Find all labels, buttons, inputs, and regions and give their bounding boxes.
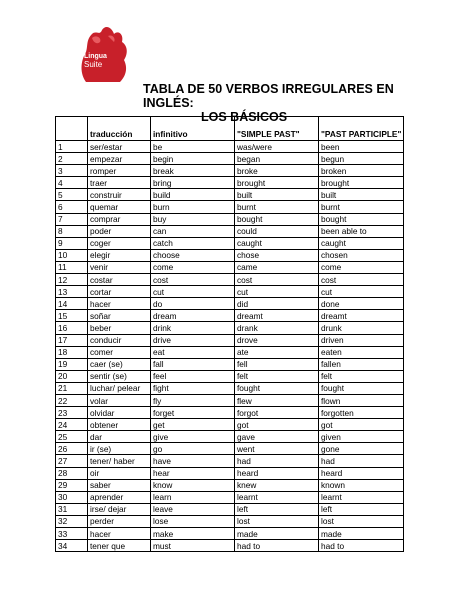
row-number: 12 [56, 274, 88, 286]
past-participle-cell: lost [319, 515, 404, 527]
simple-past-cell: had to [235, 540, 319, 552]
traduccion-cell: ser/estar [88, 141, 151, 153]
row-number: 3 [56, 165, 88, 177]
row-number: 21 [56, 382, 88, 394]
infinitivo-cell: must [151, 540, 235, 552]
traduccion-cell: hacer [88, 528, 151, 540]
table-row [56, 322, 404, 334]
table-row [56, 540, 404, 552]
past-participle-cell: come [319, 261, 404, 273]
row-number: 31 [56, 503, 88, 515]
infinitivo-cell: dream [151, 310, 235, 322]
header-traduccion: traducción [88, 117, 151, 141]
row-number: 6 [56, 201, 88, 213]
past-participle-cell: eaten [319, 346, 404, 358]
simple-past-cell: came [235, 261, 319, 273]
simple-past-cell: heard [235, 467, 319, 479]
infinitivo-cell: choose [151, 249, 235, 261]
traduccion-cell: conducir [88, 334, 151, 346]
row-number: 27 [56, 455, 88, 467]
past-participle-cell: known [319, 479, 404, 491]
table-row [56, 261, 404, 273]
table-row [56, 298, 404, 310]
traduccion-cell: caer (se) [88, 358, 151, 370]
table-row [56, 503, 404, 515]
row-number: 8 [56, 225, 88, 237]
simple-past-cell: felt [235, 370, 319, 382]
infinitivo-cell: build [151, 189, 235, 201]
simple-past-cell: drove [235, 334, 319, 346]
infinitivo-cell: make [151, 528, 235, 540]
traduccion-cell: saber [88, 479, 151, 491]
infinitivo-cell: fall [151, 358, 235, 370]
table-row [56, 165, 404, 177]
past-participle-cell: cut [319, 286, 404, 298]
traduccion-cell: poder [88, 225, 151, 237]
infinitivo-cell: drive [151, 334, 235, 346]
table-row [56, 479, 404, 491]
infinitivo-cell: break [151, 165, 235, 177]
row-number: 34 [56, 540, 88, 552]
row-number: 20 [56, 370, 88, 382]
simple-past-cell: learnt [235, 491, 319, 503]
table-row [56, 225, 404, 237]
infinitivo-cell: begin [151, 153, 235, 165]
past-participle-cell: flown [319, 394, 404, 406]
traduccion-cell: tener/ haber [88, 455, 151, 467]
past-participle-cell: driven [319, 334, 404, 346]
infinitivo-cell: leave [151, 503, 235, 515]
infinitivo-cell: get [151, 419, 235, 431]
past-participle-cell: built [319, 189, 404, 201]
table-row [56, 358, 404, 370]
traduccion-cell: coger [88, 237, 151, 249]
table-row [56, 419, 404, 431]
simple-past-cell: cut [235, 286, 319, 298]
row-number: 17 [56, 334, 88, 346]
past-participle-cell: chosen [319, 249, 404, 261]
infinitivo-cell: cost [151, 274, 235, 286]
table-row [56, 528, 404, 540]
table-row [56, 382, 404, 394]
infinitivo-cell: be [151, 141, 235, 153]
simple-past-cell: flew [235, 394, 319, 406]
row-number: 1 [56, 141, 88, 153]
simple-past-cell: went [235, 443, 319, 455]
header-number [56, 117, 88, 141]
past-participle-cell: been able to [319, 225, 404, 237]
row-number: 10 [56, 249, 88, 261]
simple-past-cell: bought [235, 213, 319, 225]
header-simple-past: "SIMPLE PAST" [235, 117, 319, 141]
infinitivo-cell: feel [151, 370, 235, 382]
table-row [56, 141, 404, 153]
table-row [56, 394, 404, 406]
traduccion-cell: sentir (se) [88, 370, 151, 382]
past-participle-cell: left [319, 503, 404, 515]
row-number: 15 [56, 310, 88, 322]
simple-past-cell: began [235, 153, 319, 165]
row-number: 26 [56, 443, 88, 455]
past-participle-cell: forgotten [319, 407, 404, 419]
past-participle-cell: had [319, 455, 404, 467]
infinitivo-cell: forget [151, 407, 235, 419]
row-number: 24 [56, 419, 88, 431]
past-participle-cell: caught [319, 237, 404, 249]
infinitivo-cell: go [151, 443, 235, 455]
row-number: 9 [56, 237, 88, 249]
table-row [56, 515, 404, 527]
table-row [56, 334, 404, 346]
traduccion-cell: ir (se) [88, 443, 151, 455]
header-past-participle: "PAST PARTICIPLE" [319, 117, 404, 141]
row-number: 2 [56, 153, 88, 165]
table-row [56, 431, 404, 443]
infinitivo-cell: fight [151, 382, 235, 394]
table-row [56, 443, 404, 455]
past-participle-cell: done [319, 298, 404, 310]
traduccion-cell: irse/ dejar [88, 503, 151, 515]
table-row [56, 153, 404, 165]
traduccion-cell: soñar [88, 310, 151, 322]
row-number: 18 [56, 346, 88, 358]
infinitivo-cell: do [151, 298, 235, 310]
infinitivo-cell: give [151, 431, 235, 443]
simple-past-cell: built [235, 189, 319, 201]
row-number: 22 [56, 394, 88, 406]
past-participle-cell: been [319, 141, 404, 153]
infinitivo-cell: eat [151, 346, 235, 358]
simple-past-cell: lost [235, 515, 319, 527]
past-participle-cell: given [319, 431, 404, 443]
traduccion-cell: perder [88, 515, 151, 527]
infinitivo-cell: catch [151, 237, 235, 249]
infinitivo-cell: can [151, 225, 235, 237]
table-row [56, 274, 404, 286]
simple-past-cell: brought [235, 177, 319, 189]
past-participle-cell: begun [319, 153, 404, 165]
table-row [56, 310, 404, 322]
past-participle-cell: bought [319, 213, 404, 225]
simple-past-cell: caught [235, 237, 319, 249]
past-participle-cell: dreamt [319, 310, 404, 322]
traduccion-cell: dar [88, 431, 151, 443]
row-number: 11 [56, 261, 88, 273]
row-number: 7 [56, 213, 88, 225]
row-number: 16 [56, 322, 88, 334]
table-header-row [56, 117, 404, 141]
simple-past-cell: fought [235, 382, 319, 394]
past-participle-cell: broken [319, 165, 404, 177]
title-line2: LOS BÁSICOS [201, 110, 288, 124]
infinitivo-cell: learn [151, 491, 235, 503]
traduccion-cell: olvidar [88, 407, 151, 419]
traduccion-cell: traer [88, 177, 151, 189]
past-participle-cell: made [319, 528, 404, 540]
simple-past-cell: burnt [235, 201, 319, 213]
traduccion-cell: comer [88, 346, 151, 358]
infinitivo-cell: lose [151, 515, 235, 527]
simple-past-cell: dreamt [235, 310, 319, 322]
row-number: 28 [56, 467, 88, 479]
infinitivo-cell: know [151, 479, 235, 491]
table-row [56, 286, 404, 298]
table-row [56, 346, 404, 358]
past-participle-cell: drunk [319, 322, 404, 334]
traduccion-cell: luchar/ pelear [88, 382, 151, 394]
logo-line1: Lingua [84, 53, 107, 60]
infinitivo-cell: hear [151, 467, 235, 479]
traduccion-cell: obtener [88, 419, 151, 431]
logo-line2: Suite [84, 60, 103, 69]
infinitivo-cell: come [151, 261, 235, 273]
past-participle-cell: burnt [319, 201, 404, 213]
past-participle-cell: heard [319, 467, 404, 479]
simple-past-cell: got [235, 419, 319, 431]
simple-past-cell: could [235, 225, 319, 237]
past-participle-cell: got [319, 419, 404, 431]
row-number: 29 [56, 479, 88, 491]
table-row [56, 249, 404, 261]
table-row [56, 213, 404, 225]
traduccion-cell: volar [88, 394, 151, 406]
row-number: 32 [56, 515, 88, 527]
table-row [56, 467, 404, 479]
simple-past-cell: fell [235, 358, 319, 370]
traduccion-cell: construir [88, 189, 151, 201]
infinitivo-cell: fly [151, 394, 235, 406]
table-row [56, 177, 404, 189]
table-row [56, 491, 404, 503]
simple-past-cell: had [235, 455, 319, 467]
traduccion-cell: elegir [88, 249, 151, 261]
traduccion-cell: comprar [88, 213, 151, 225]
traduccion-cell: cortar [88, 286, 151, 298]
infinitivo-cell: cut [151, 286, 235, 298]
traduccion-cell: hacer [88, 298, 151, 310]
infinitivo-cell: burn [151, 201, 235, 213]
past-participle-cell: felt [319, 370, 404, 382]
row-number: 23 [56, 407, 88, 419]
simple-past-cell: left [235, 503, 319, 515]
simple-past-cell: ate [235, 346, 319, 358]
traduccion-cell: oir [88, 467, 151, 479]
past-participle-cell: brought [319, 177, 404, 189]
table-row [56, 189, 404, 201]
infinitivo-cell: have [151, 455, 235, 467]
simple-past-cell: forgot [235, 407, 319, 419]
simple-past-cell: knew [235, 479, 319, 491]
traduccion-cell: romper [88, 165, 151, 177]
verbs-table-body [56, 141, 404, 552]
table-row [56, 407, 404, 419]
past-participle-cell: fallen [319, 358, 404, 370]
infinitivo-cell: bring [151, 177, 235, 189]
table-row [56, 455, 404, 467]
simple-past-cell: was/were [235, 141, 319, 153]
infinitivo-cell: drink [151, 322, 235, 334]
table-row [56, 237, 404, 249]
verbs-table [55, 116, 404, 552]
traduccion-cell: aprender [88, 491, 151, 503]
past-participle-cell: fought [319, 382, 404, 394]
traduccion-cell: tener que [88, 540, 151, 552]
row-number: 5 [56, 189, 88, 201]
table-row [56, 370, 404, 382]
traduccion-cell: costar [88, 274, 151, 286]
simple-past-cell: drank [235, 322, 319, 334]
header-infinitivo: infinitivo [151, 117, 235, 141]
simple-past-cell: did [235, 298, 319, 310]
row-number: 33 [56, 528, 88, 540]
row-number: 19 [56, 358, 88, 370]
traduccion-cell: empezar [88, 153, 151, 165]
row-number: 13 [56, 286, 88, 298]
table-row [56, 201, 404, 213]
past-participle-cell: gone [319, 443, 404, 455]
simple-past-cell: chose [235, 249, 319, 261]
row-number: 14 [56, 298, 88, 310]
infinitivo-cell: buy [151, 213, 235, 225]
traduccion-cell: quemar [88, 201, 151, 213]
simple-past-cell: gave [235, 431, 319, 443]
past-participle-cell: had to [319, 540, 404, 552]
simple-past-cell: made [235, 528, 319, 540]
traduccion-cell: beber [88, 322, 151, 334]
traduccion-cell: venir [88, 261, 151, 273]
simple-past-cell: cost [235, 274, 319, 286]
past-participle-cell: learnt [319, 491, 404, 503]
past-participle-cell: cost [319, 274, 404, 286]
simple-past-cell: broke [235, 165, 319, 177]
row-number: 25 [56, 431, 88, 443]
row-number: 30 [56, 491, 88, 503]
row-number: 4 [56, 177, 88, 189]
title-line1: TABLA DE 50 VERBOS IRREGULARES EN INGLÉS: [143, 82, 394, 110]
